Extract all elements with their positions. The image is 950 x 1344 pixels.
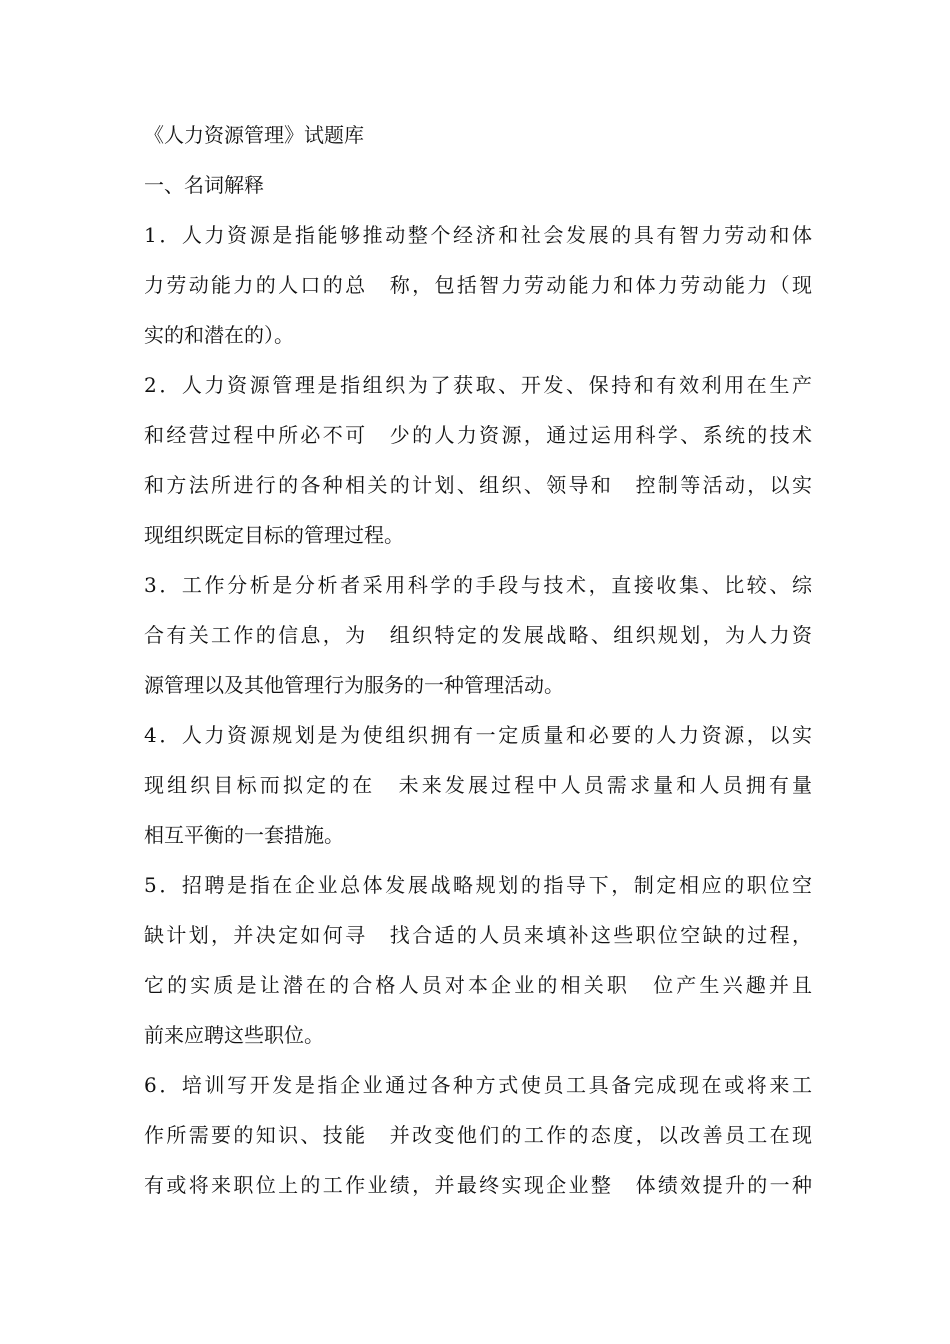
- document-title: 《人力资源管理》试题库: [144, 123, 364, 147]
- definition-item-3: [144, 560, 812, 710]
- text-line: 现组织既定目标的管理过程。: [144, 523, 404, 547]
- text-line: 6．培训写开发是指企业通过各种方式使员工具备完成现在或将来工: [144, 1073, 812, 1097]
- text-line: 现组织目标而拟定的在 未来发展过程中人员需求量和人员拥有量: [144, 773, 812, 797]
- text-line: 实的和潜在的）。: [144, 323, 294, 347]
- document-page: [144, 110, 812, 1210]
- text-line: 有或将来职位上的工作业绩，并最终实现企业整 体绩效提升的一种: [144, 1173, 812, 1197]
- text-line: 它的实质是让潜在的合格人员对本企业的相关职 位产生兴趣并且: [144, 973, 812, 997]
- text-line: 4．人力资源规划是为使组织拥有一定质量和必要的人力资源，以实: [144, 723, 812, 747]
- text-line: 和经营过程中所必不可 少的人力资源，通过运用科学、系统的技术: [144, 423, 812, 447]
- text-line: 前来应聘这些职位。: [144, 1023, 324, 1047]
- section-heading: 一、名词解释: [144, 173, 264, 197]
- definition-item-2: [144, 360, 812, 560]
- text-line: 3．工作分析是分析者采用科学的手段与技术，直接收集、比较、综: [144, 573, 812, 597]
- text-line: 5．招聘是指在企业总体发展战略规划的指导下，制定相应的职位空: [144, 873, 812, 897]
- text-line: 相互平衡的一套措施。: [144, 823, 344, 847]
- text-line: 力劳动能力的人口的总 称，包括智力劳动能力和体力劳动能力（现: [144, 273, 812, 297]
- text-line: 缺计划，并决定如何寻 找合适的人员来填补这些职位空缺的过程，: [144, 923, 812, 947]
- text-line: 合有关工作的信息，为 组织特定的发展战略、组织规划，为人力资: [144, 623, 812, 647]
- text-line: 1．人力资源是指能够推动整个经济和社会发展的具有智力劳动和体: [144, 223, 812, 247]
- text-line: 作所需要的知识、技能 并改变他们的工作的态度，以改善员工在现: [144, 1123, 812, 1147]
- definition-item-4: [144, 710, 812, 860]
- text-line: 2．人力资源管理是指组织为了获取、开发、保持和有效利用在生产: [144, 373, 812, 397]
- text-line: 和方法所进行的各种相关的计划、组织、领导和 控制等活动，以实: [144, 473, 812, 497]
- definition-item-1: [144, 210, 812, 360]
- text-line: 源管理以及其他管理行为服务的一种管理活动。: [144, 673, 564, 697]
- definition-item-5: [144, 860, 812, 1060]
- definition-item-6: [144, 1060, 812, 1210]
